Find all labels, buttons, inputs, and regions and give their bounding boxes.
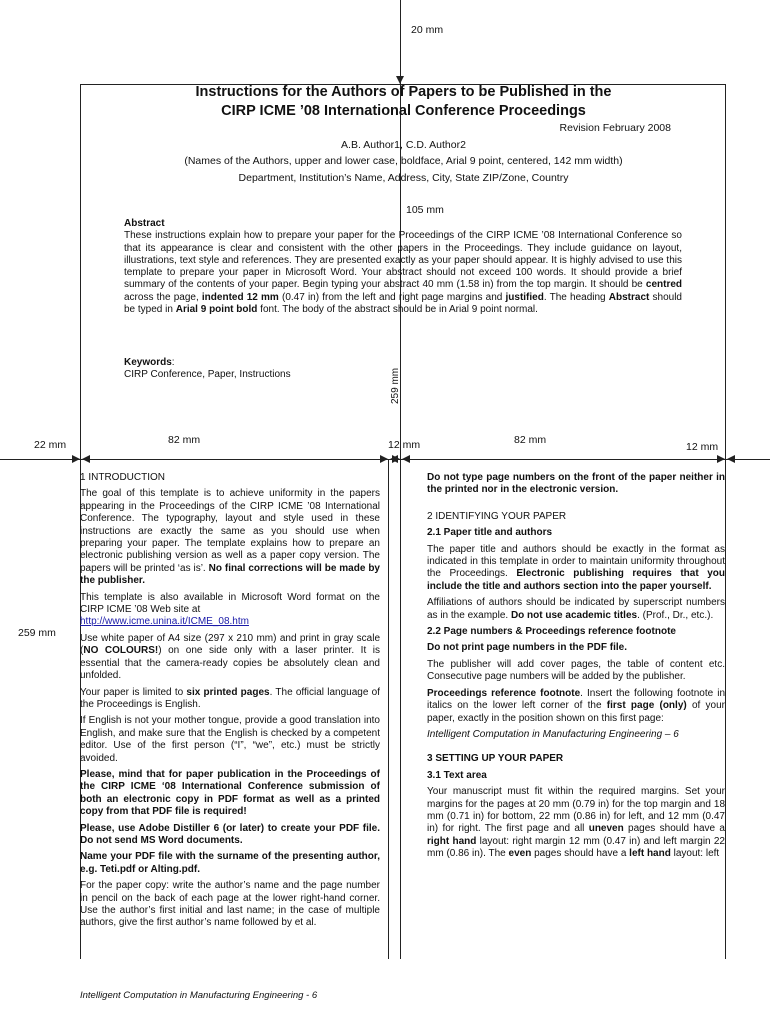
footnote-example: Intelligent Computation in Manufacturing Engineering – 6 bbox=[427, 728, 679, 740]
abstract-offset-label: 105 mm bbox=[406, 204, 444, 216]
affiliations-paragraph: Affiliations of authors should be indicated by superscript numbers as in the example. Do not use academic titles. (Prof., Dr., etc.). bbox=[427, 597, 725, 621]
keywords-heading: Keywords: bbox=[124, 357, 175, 368]
template-link[interactable]: http://www.icme.unina.it/ICME_08.htm bbox=[80, 616, 249, 628]
heading-title-authors: 2.1 Paper title and authors bbox=[427, 527, 553, 539]
authors-note: (Names of the Authors, upper and lower case, boldface, Arial 9 point, centered, 142 mm width) bbox=[184, 155, 623, 167]
abstract-heading: Abstract bbox=[124, 218, 165, 229]
top-margin-guide bbox=[400, 0, 401, 84]
intro-paragraph-5: If English is not your mother tongue, provide a good translation into English, and make sure that the English is checked by a competent editor. Use of the first person (“I”, “we”, etc.) must be strictly avoided. bbox=[80, 715, 380, 764]
abstract-body: These instructions explain how to prepare your paper for the Proceedings of the CIRP ICME ’08 International Conference so that its appearance is clear and consistent with the other papers in the Proceedings. They include guidance on layout, illustrations, text style and references. They are presented exactly as your paper should appear. It is highly advised to use this template to prepare your paper in Microsoft Word. Your abstract should not exceed 100 words. It should provide a brief summary of the contents of your paper. Begin typing your abstract 40 mm (1.58 in) from the top margin. It should be centred across the page, indented 12 mm (0.47 in) from the left and right page margins and justified. The heading Abstract should be typed in Arial 9 point bold font. The body of the abstract should be in Arial 9 point normal. bbox=[124, 230, 683, 316]
intro-paragraph-2: This template is also available in Microsoft Word format on the CIRP ICME ’08 Web site at http://www.icme.unina.it/ICME_08.htm bbox=[80, 591, 380, 628]
intro-paragraph-9: For the paper copy: write the author’s name and the page number in pencil on the back of each page at the lower right-hand corner. Use the author’s first initial and last name; in the case of multiple authors, give the first author’s name followed by et al. bbox=[80, 880, 380, 929]
left-margin-arrow bbox=[72, 455, 80, 463]
title-authors-paragraph: The paper title and authors should be exactly in the format as indicated in this template in order to maintain uniformity throughout the Proceedings. Electronic publishing requires that you include the title and authors section into the paper yourself. bbox=[427, 543, 725, 592]
footnote-paragraph: Proceedings reference footnote. Insert the following footnote in italics on the lower left corner of the first page (only) of your paper, exactly in the position shown on this first page: bbox=[427, 687, 725, 724]
intro-paragraph-8: Name your PDF file with the surname of the presenting author, e.g. Teti.pdf or Alting.pdf. bbox=[80, 851, 380, 875]
heading-identifying-paper: 2 IDENTIFYING YOUR PAPER bbox=[427, 510, 567, 522]
top-margin-label: 20 mm bbox=[411, 24, 444, 36]
left-margin-label: 22 mm bbox=[34, 439, 67, 451]
page-number-warning: Do not type page numbers on the front of the paper neither in the printed nor in the electronic version. bbox=[427, 472, 725, 496]
height-label-vertical: 259 mm bbox=[390, 367, 401, 404]
intro-paragraph-4: Your paper is limited to six printed pages. The official language of the Proceedings is English. bbox=[80, 686, 380, 710]
paper-title-line2: CIRP ICME ’08 International Conference Proceedings bbox=[221, 103, 586, 119]
right-column-border bbox=[725, 459, 726, 959]
left-gutter-line bbox=[388, 459, 389, 959]
intro-paragraph-3: Use white paper of A4 size (297 x 210 mm) and print in gray scale (NO COLOURS!) on one side only with a laser printer. It is essential that the camera-ready copies be absolutely clean and unfolded. bbox=[80, 632, 380, 682]
right-gutter-line bbox=[400, 459, 401, 959]
right-column bbox=[427, 472, 725, 956]
col-right-arrow-end bbox=[717, 455, 725, 463]
text-area-left-border bbox=[80, 84, 81, 459]
heading-page-numbers: 2.2 Page numbers & Proceedings reference footnote bbox=[427, 626, 676, 638]
intro-paragraph-7: Please, use Adobe Distiller 6 (or later) to create your PDF file. Do not send MS Word documents. bbox=[80, 822, 380, 846]
text-area-right-border bbox=[725, 84, 726, 459]
authors: A.B. Author1, C.D. Author2 bbox=[341, 139, 466, 151]
column-width-right-label: 82 mm bbox=[514, 434, 547, 446]
heading-text-area: 3.1 Text area bbox=[427, 769, 487, 781]
revision-date: Revision February 2008 bbox=[559, 122, 671, 134]
col-right-arrow-start bbox=[402, 455, 410, 463]
col-left-arrow-end bbox=[380, 455, 388, 463]
page-footer: Intelligent Computation in Manufacturing Engineering - 6 bbox=[80, 990, 318, 1001]
no-page-numbers-paragraph: Do not print page numbers in the PDF file. bbox=[427, 642, 628, 654]
heading-setting-up: 3 SETTING UP YOUR PAPER bbox=[427, 753, 564, 765]
left-column bbox=[80, 472, 380, 956]
top-margin-arrow bbox=[396, 76, 404, 84]
gutter-arrow-end bbox=[392, 455, 400, 463]
intro-paragraph-6: Please, mind that for paper publication in the Proceedings of the CIRP ICME ‘08 International Conference submission of both an electronic copy in PDF format as well as a printed copy from that PDF file is required! bbox=[80, 768, 380, 818]
left-height-label: 259 mm bbox=[18, 627, 56, 639]
col-left-arrow-start bbox=[82, 455, 90, 463]
keywords-section bbox=[124, 357, 682, 382]
abstract-section bbox=[124, 218, 682, 316]
keywords-text: CIRP Conference, Paper, Instructions bbox=[124, 369, 291, 381]
publisher-paragraph: The publisher will add cover pages, the table of content etc. Consecutive page numbers will be added by the publisher. bbox=[427, 658, 725, 683]
heading-introduction: 1 INTRODUCTION bbox=[80, 472, 165, 483]
right-margin-arrow bbox=[727, 455, 735, 463]
paper-title-line1: Instructions for the Authors of Papers to be Published in the bbox=[195, 84, 612, 100]
column-width-left-label: 82 mm bbox=[168, 434, 201, 446]
right-margin-label: 12 mm bbox=[686, 441, 719, 453]
affiliation: Department, Institution’s Name, Address, City, State ZIP/Zone, Country bbox=[238, 172, 569, 184]
intro-paragraph-1: The goal of this template is to achieve uniformity in the papers appearing in the Proceedings of the CIRP ICME ’08 International Conference. The typography, layout and style used in these instructions are exactly the same as you should use when preparing your paper. The template explains how to prepare an electronic publishing version as well as a paper copy version. The papers will be printed ‘as is’. No final corrections will be made by the publisher. bbox=[80, 488, 380, 587]
text-area-paragraph: Your manuscript must fit within the required margins. Set your margins for the pages at 20 mm (0.79 in) for the top margin and 18 mm (0.71 in) for bottom, 22 mm (0.86 in) for left, and 12 mm (0.47 in) for right. The first page and all uneven pages should have a right hand layout: right margin 12 mm (0.47 in) and left margin 22 mm (0.86 in). The even pages should have a left hand layout: left bbox=[427, 786, 725, 860]
gutter-label: 12 mm bbox=[388, 439, 421, 451]
